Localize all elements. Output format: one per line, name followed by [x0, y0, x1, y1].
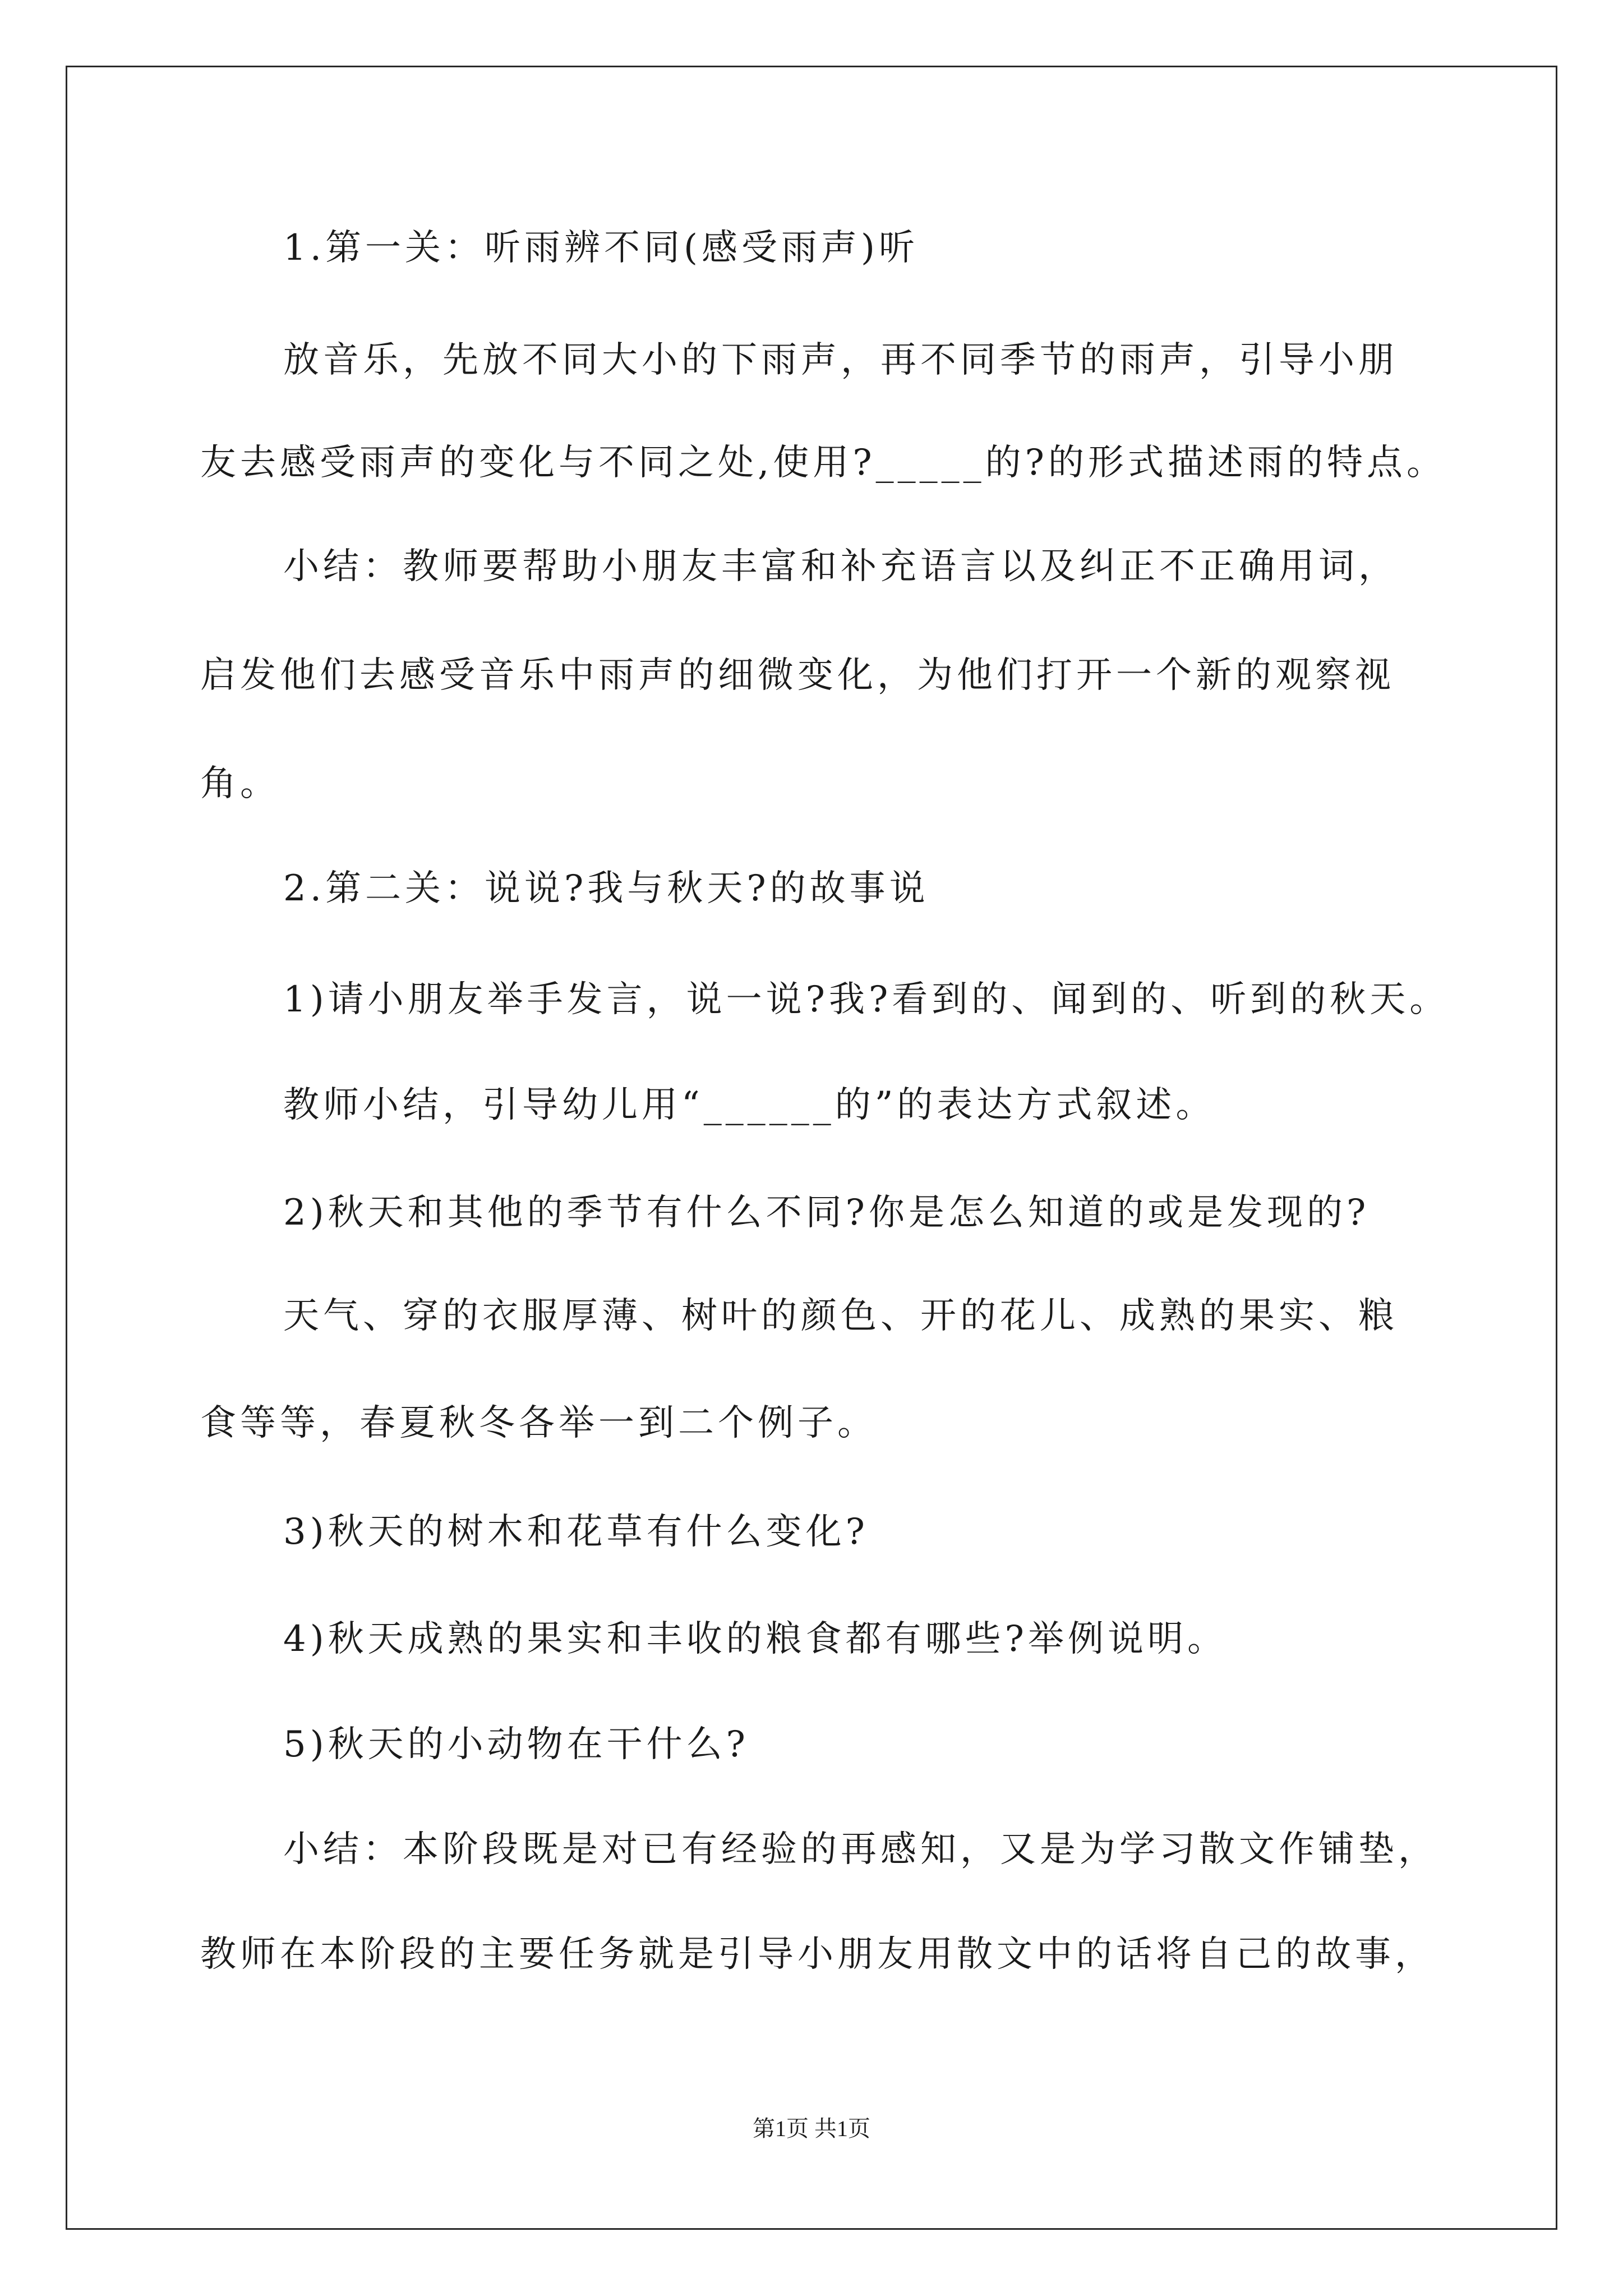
paragraph-line: 教师在本阶段的主要任务就是引导小朋友用散文中的话将自己的故事， [200, 1934, 1435, 1975]
page-number-footer: 第1页 共1页 [753, 2116, 870, 2141]
paragraph-line: 1)请小朋友举手发言，说一说?我?看到的、闻到的、听到的秋天。 [283, 979, 1450, 1020]
paragraph-line: 小结：本阶段既是对已有经验的再感知，又是为学习散文作铺垫， [283, 1829, 1438, 1870]
paragraph-line: 4)秋天成熟的果实和丰收的粮食都有哪些?举例说明。 [283, 1618, 1227, 1660]
paragraph-line: 天气、穿的衣服厚薄、树叶的颜色、开的花儿、成熟的果实、粮 [283, 1295, 1398, 1337]
paragraph-line: 友去感受雨声的变化与不同之处,使用?_____的?的形式描述雨的特点。 [200, 442, 1446, 484]
paragraph-line: 教师小结，引导幼儿用“______的”的表达方式叙述。 [283, 1084, 1216, 1126]
paragraph-line: 小结：教师要帮助小朋友丰富和补充语言以及纠正不正确用词， [283, 546, 1398, 587]
paragraph-line: 食等等，春夏秋冬各举一到二个例子。 [200, 1402, 877, 1444]
paragraph-line: 放音乐，先放不同大小的下雨声，再不同季节的雨声，引导小朋 [283, 339, 1398, 381]
paragraph-line: 5)秋天的小动物在干什么? [283, 1724, 749, 1765]
paragraph-line: 3)秋天的树木和花草有什么变化? [283, 1511, 869, 1553]
paragraph-line: 角。 [200, 763, 280, 804]
page-border [66, 66, 1557, 2230]
paragraph-line: 2.第二关：说说?我与秋天?的故事说 [283, 868, 929, 909]
paragraph-line: 启发他们去感受音乐中雨声的细微变化，为他们打开一个新的观察视 [200, 655, 1395, 696]
paragraph-line: 1.第一关：听雨辨不同(感受雨声)听 [283, 227, 919, 269]
paragraph-line: 2)秋天和其他的季节有什么不同?你是怎么知道的或是发现的? [283, 1192, 1370, 1234]
